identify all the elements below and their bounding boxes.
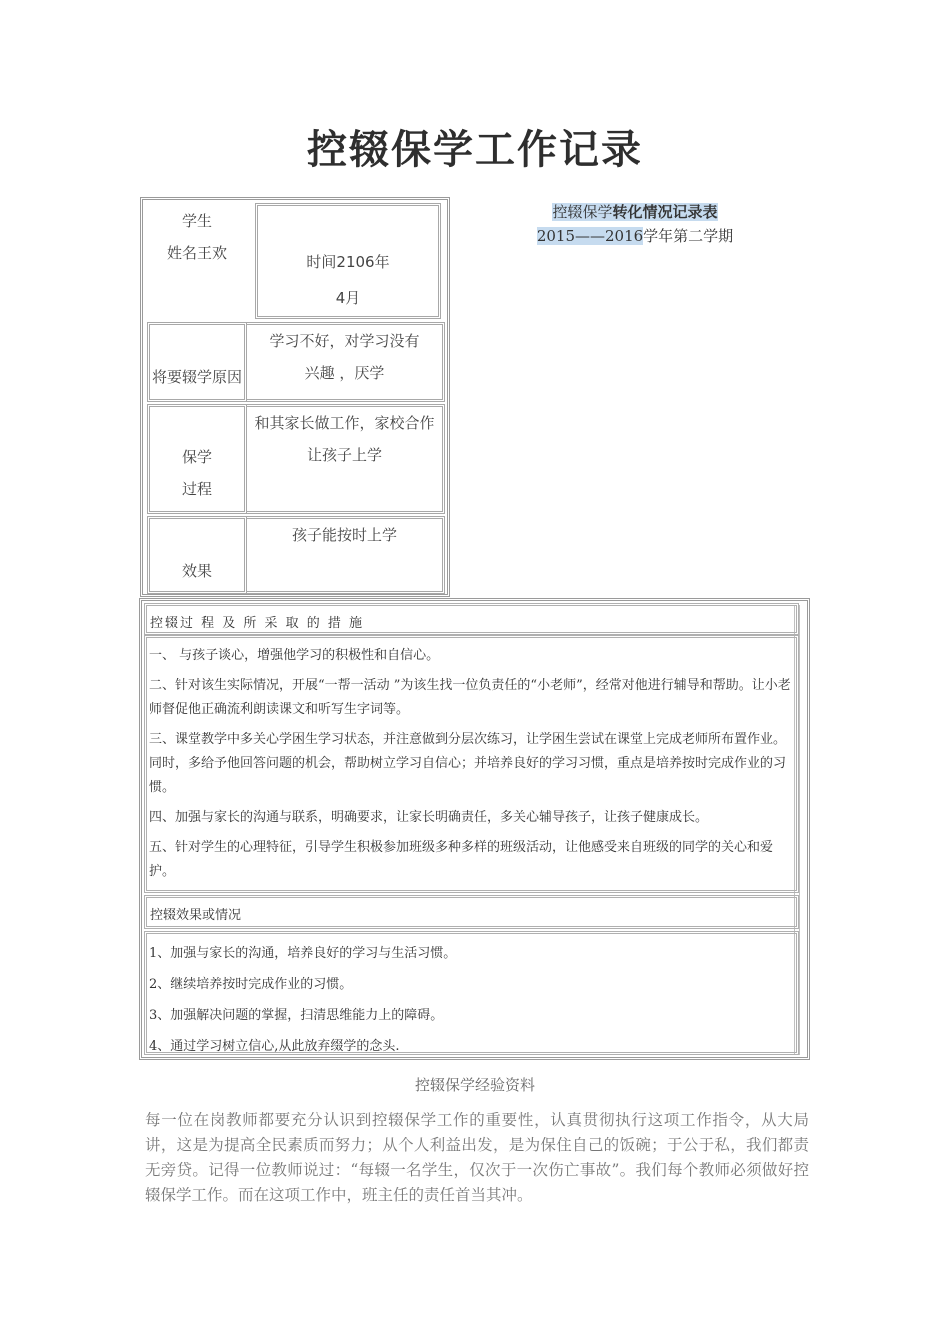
reason-line-1: 学习不好，对学习没有 [269,332,420,350]
title-plain: 控辍保学 [552,203,613,221]
measures-table [139,598,810,1060]
measure-item-2: 二、针对该生实际情况，开展“一帮一活动 ”为该生找一位负责任的“小老师”，经常对他进行辅导和帮助。让小老师督促他正确流利朗读课文和听写生字词等。 [149,678,791,717]
measure-item-5: 五、针对学生的心理特征，引导学生积极参加班级多种多样的班级活动，让他感受来自班级的同学的关心和爱护。 [149,840,774,879]
process-line-2: 让孩子上学 [306,446,382,464]
student-label: 学生 [181,212,212,230]
record-table-heading [470,200,800,248]
time-cell [255,203,441,319]
reason-label-cell [147,322,247,402]
effect-item-4: 4、通过学习树立信心,从此放弃缀学的念头. [149,1039,400,1054]
student-name: 姓名王欢 [166,244,227,262]
term-rest: 学年第二学期 [643,227,734,245]
experience-body: 每一位在岗教师都要充分认识到控辍保学工作的重要性，认真贯彻执行这项工作指令，从大局讲，这是为提高全民素质而努力；从个人利益出发，是为保住自己的饭碗；于公于私，我们都责无旁贷。记得一位教师说过：“每辍一名学生，仅次于一次伤亡事故”。我们每个教师必须做好控辍保学工作。而在这项工作中，班主任的责任首当其冲。 [145,1111,809,1204]
process-label-2: 过程 [181,480,212,498]
experience-title: 控辍保学经验资料 [414,1076,535,1094]
process-label-1: 保学 [181,448,212,466]
time-year: 时间2106年 [306,253,390,271]
time-month: 4月 [335,289,361,307]
reason-line-2: 兴趣 ，厌学 [304,364,385,382]
process-cell [247,404,445,514]
effect-item-1: 1、加强与家长的沟通，培养良好的学习与生活习惯。 [149,946,457,961]
measure-item-3: 三、课堂教学中多关心学困生学习状态，并注意做到分层次练习，让学困生尝试在课堂上完成老师所布置作业。同时，多给予他回答问题的机会，帮助树立学习自信心；并培养良好的学习习惯，重点是培养按时完成作业的习惯。 [149,732,787,795]
effect-text: 孩子能按时上学 [291,526,397,544]
student-info-table [140,197,450,597]
process-label-cell [147,404,247,514]
reason-cell [247,322,445,402]
measure-item-4: 四、加强与家长的沟通与联系，明确要求，让家长明确责任，多关心辅导孩子，让孩子健康成长。 [149,810,709,825]
effects-body [144,931,799,1055]
effect-label-cell [147,516,247,594]
document-title: 控辍保学工作记录 [307,127,643,173]
record-table-title [470,200,800,224]
effect-item-3: 3、加强解决问题的掌握，扫清思维能力上的障碍。 [149,1008,444,1023]
effect-item-2: 2、继续培养按时完成作业的习惯。 [149,977,353,992]
process-line-1: 和其家长做工作，家校合作 [254,414,435,432]
effects-heading: 控辍效果或情况 [144,895,799,929]
term-line [470,224,800,248]
reason-label: 将要辍学原因 [151,368,242,386]
title-bold: 转化情况记录表 [612,203,718,221]
measure-item-1: 一、 与孩子谈心，增强他学习的积极性和自信心。 [149,648,440,663]
student-name-cell [147,203,247,319]
measures-heading: 控辍过 程 及 所 采 取 的 措 施 [144,603,799,635]
effect-cell [247,516,445,594]
term-years: 2015——2016 [536,227,644,245]
measures-body [144,635,799,893]
effect-label: 效果 [181,562,212,580]
